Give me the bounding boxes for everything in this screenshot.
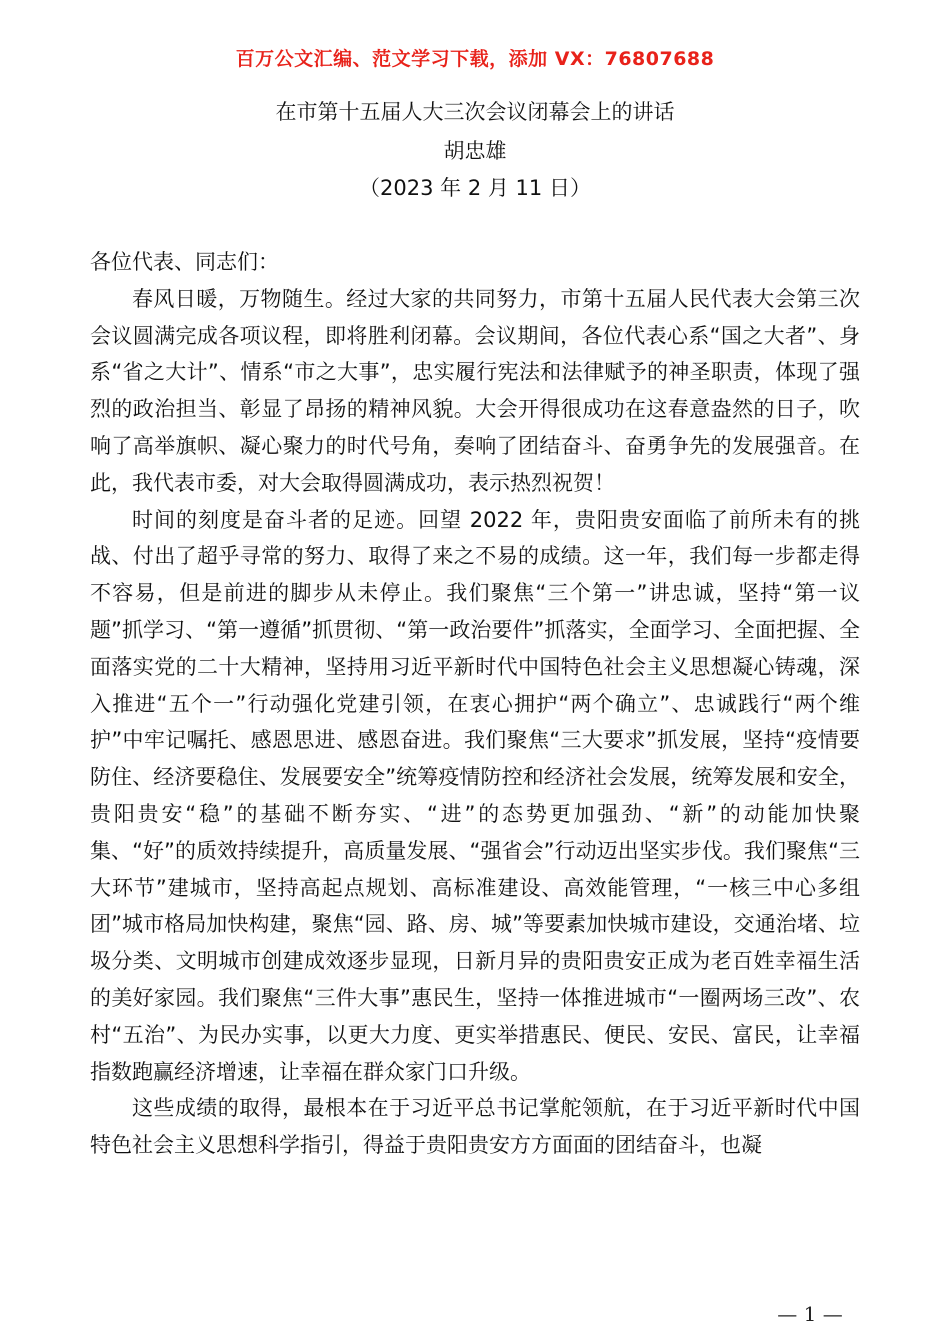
- speech-body: [90, 244, 860, 1164]
- author-name: 胡忠雄: [443, 139, 507, 163]
- paragraph: 春风日暖，万物随生。经过大家的共同努力，市第十五届人民代表大会第三次会议圆满完成各项议程，即将胜利闭幕。会议期间，各位代表心系“国之大者”、身系“省之大计”、情系“市之大事”，忠实履行宪法和法律赋予的神圣职责，体现了强烈的政治担当、彰显了昂扬的精神风貌。大会开得很成功在这春意盎然的日子，吹响了高举旗帜、凝心聚力的时代号角，奏响了团结奋斗、奋勇争先的发展强音。在此，我代表市委，对大会取得圆满成功，表示热烈祝贺！: [90, 286, 860, 495]
- paragraph: 这些成绩的取得，最根本在于习近平总书记掌舵领航，在于习近平新时代中国特色社会主义思想科学指引，得益于贵阳贵安方方面面的团结奋斗，也凝: [90, 1096, 860, 1158]
- salutation: 各位代表、同志们：: [90, 250, 279, 274]
- speech-date: （2023 年 2 月 11 日）: [359, 176, 591, 200]
- speech-title: 在市第十五届人大三次会议闭幕会上的讲话: [275, 100, 675, 124]
- promo-banner: 百万公文汇编、范文学习下载，添加 VX：76807688: [235, 48, 715, 70]
- paragraph: 时间的刻度是奋斗者的足迹。回望 2022 年，贵阳贵安面临了前所未有的挑战、付出了超乎寻常的努力、取得了来之不易的成绩。这一年，我们每一步都走得不容易，但是前进的脚步从未停止。我们聚焦“三个第一”讲忠诚，坚持“第一议题”抓学习、“第一遵循”抓贯彻、“第一政治要件”抓落实，全面学习、全面把握、全面落实党的二十大精神，坚持用习近平新时代中国特色社会主义思想凝心铸魂，深入推进“五个一”行动强化党建引领，在衷心拥护“两个确立”、忠诚践行“两个维护”中牢记嘱托、感恩思进、感恩奋进。我们聚焦“三大要求”抓发展，坚持“疫情要防住、经济要稳住、发展要安全”统筹疫情防控和经济社会发展，统筹发展和安全，贵阳贵安“稳”的基础不断夯实、“进”的态势更加强劲、“新”的动能加快聚集、“好”的质效持续提升，高质量发展、“强省会”行动迈出坚实步伐。我们聚焦“三大环节”建城市，坚持高起点规划、高标准建设、高效能管理，“一核三中心多组团”城市格局加快构建，聚焦“园、路、房、城”等要素加快城市建设，交通治堵、垃圾分类、文明城市创建成效逐步显现，日新月异的贵阳贵安正成为老百姓幸福生活的美好家园。我们聚焦“三件大事”惠民生，坚持一体推进城市“一圈两场三改”、农村“五治”、为民办实事，以更大力度、更实举措惠民、便民、安民、富民，让幸福指数跑赢经济增速，让幸福在群众家门口升级。: [90, 507, 860, 1084]
- page-number: — 1 —: [777, 1302, 843, 1326]
